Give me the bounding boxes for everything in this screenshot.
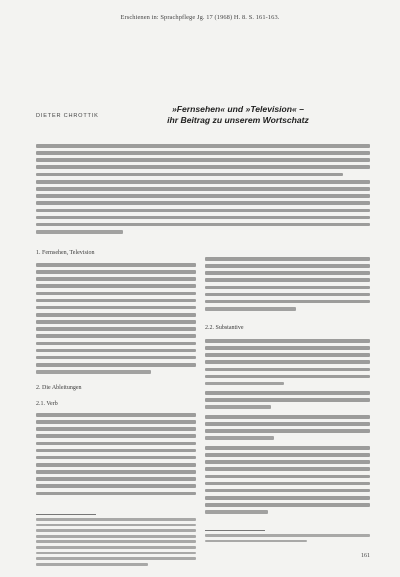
section-heading-2-2: 2.2. Substantive <box>205 325 244 331</box>
footnote-rule-right <box>205 530 265 531</box>
author-name: DIETER CHROTTIK <box>36 113 99 119</box>
title-line-1: »Fernsehen« und »Television« – <box>172 104 304 114</box>
left-footnotes <box>36 518 196 568</box>
right-column-paragraph-4 <box>205 415 370 444</box>
page-number: 161 <box>361 553 370 559</box>
left-column-paragraph-2 <box>36 413 196 499</box>
section-heading-2-1: 2.1. Verb <box>36 401 58 407</box>
title-line-2: ihr Beitrag zu unserem Wortschatz <box>167 115 309 125</box>
citation-header: Erschienen in: Sprachpflege Jg. 17 (1968) H. 8. S. 161-163. <box>120 14 280 21</box>
section-heading-1: 1. Fernsehen, Television <box>36 250 95 256</box>
intro-paragraph-2 <box>36 180 370 237</box>
right-column-paragraph-1 <box>205 257 370 314</box>
right-column-paragraph-5 <box>205 446 370 517</box>
right-column-paragraph-2 <box>205 339 370 389</box>
left-column-paragraph-1 <box>36 263 196 377</box>
article-title <box>128 104 348 126</box>
intro-paragraph <box>36 144 370 180</box>
right-column-paragraph-3 <box>205 391 370 412</box>
right-footnotes <box>205 534 370 545</box>
section-heading-2: 2. Die Ableitungen <box>36 385 82 391</box>
footnote-rule-left <box>36 514 96 515</box>
